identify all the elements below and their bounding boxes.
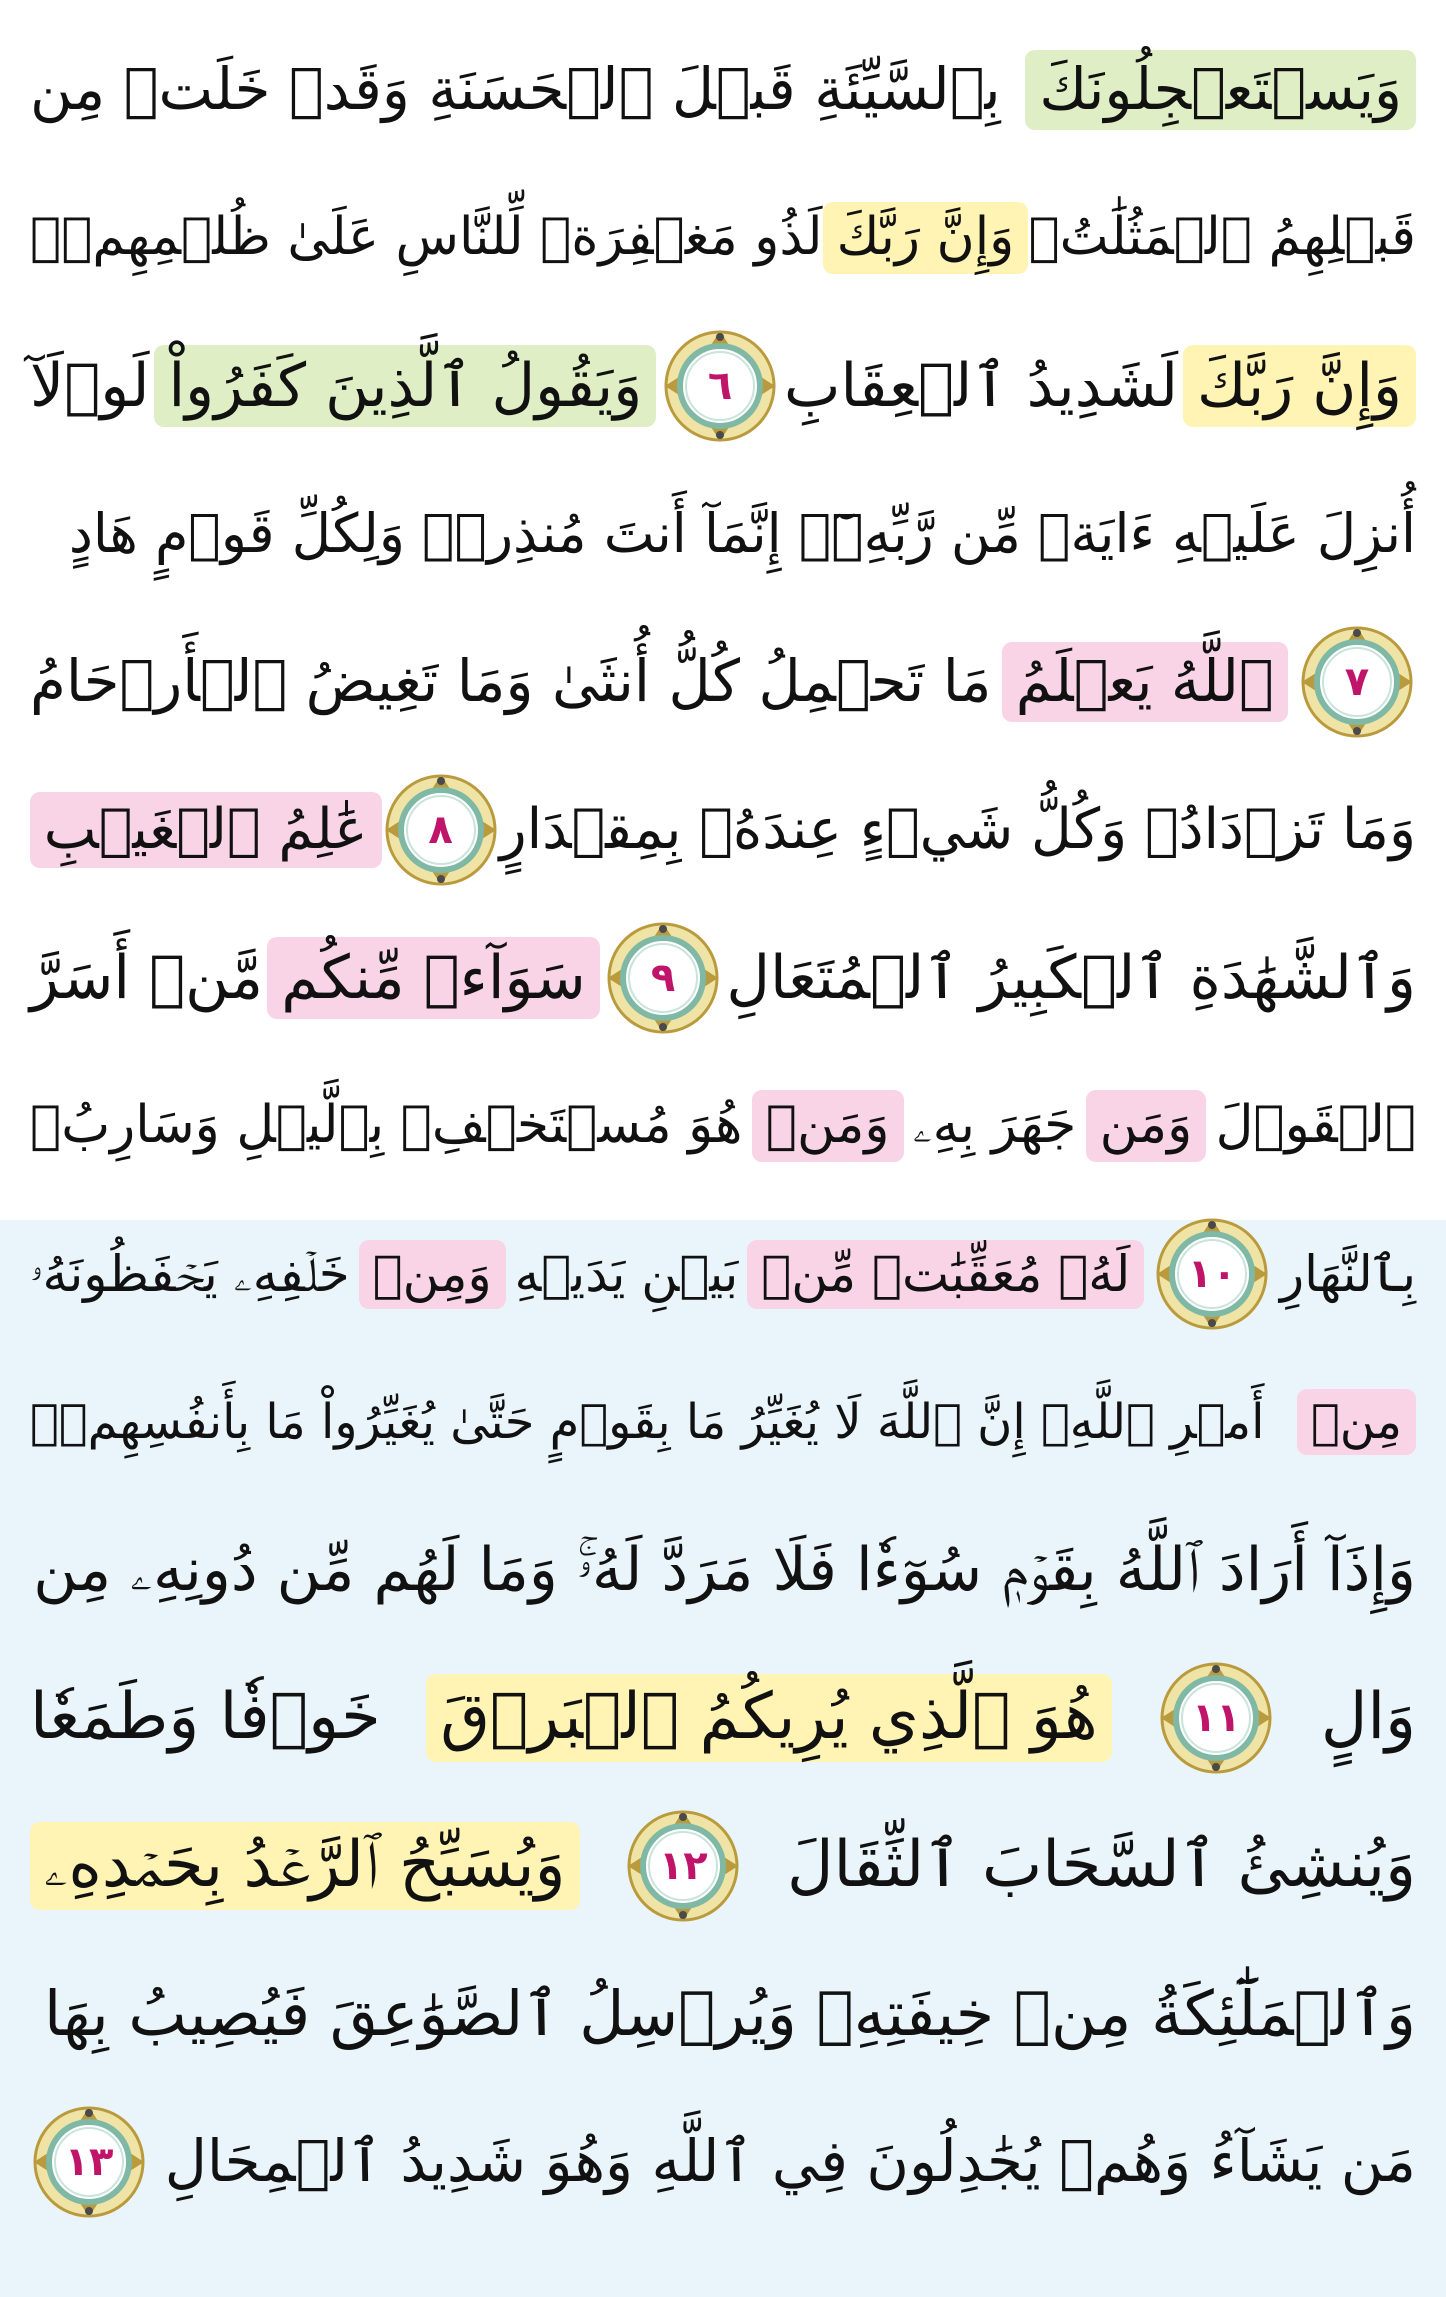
- ayah-end-marker: [1153, 1215, 1271, 1333]
- highlighted-phrase: وَيُسَبِّحُ ٱلرَّعۡدُ بِحَمۡدِهِۦ: [30, 1822, 580, 1909]
- ayah-end-marker: [1298, 623, 1416, 741]
- verse-text: أَمۡرِ ٱللَّهِۗ إِنَّ ٱللَّهَ لَا يُغَيِّرُ مَا بِقَوۡمٍ حَتَّىٰ يُغَيِّرُواْ مَا بِأَنفُسِهِمۡۗ: [30, 1393, 1265, 1450]
- verse-text: قَبۡلِهِمُ ٱلۡمَثُلَٰتُۗ: [1028, 207, 1416, 268]
- verse-line: [30, 612, 1416, 752]
- highlighted-phrase: سَوَآءٞ مِّنكُم: [267, 937, 600, 1019]
- verse-line: [30, 908, 1416, 1048]
- highlighted-phrase: لَهُۥ مُعَقِّبَٰتٞ مِّنۢ: [747, 1240, 1144, 1309]
- verse-line: [30, 1944, 1416, 2084]
- highlighted-phrase: وَمِنۡ: [359, 1240, 506, 1309]
- ayah-end-marker: [30, 2103, 148, 2221]
- highlighted-phrase: وَيَسۡتَعۡجِلُونَكَ: [1025, 50, 1416, 129]
- verse-line: [30, 464, 1416, 604]
- highlighted-phrase: مِنۡ: [1297, 1389, 1416, 1455]
- ayah-end-marker: [624, 1807, 742, 1925]
- ayah-number: ٧: [1344, 659, 1370, 705]
- verse-text: وَمَا تَزۡدَادُۚ وَكُلُّ شَيۡءٍ عِندَهُۥ بِمِقۡدَارٍ: [499, 796, 1416, 862]
- verse-text: مَن يَشَآءُ وَهُمۡ يُجَٰدِلُونَ فِي ٱللَّهِ وَهُوَ شَدِيدُ ٱلۡمِحَالِ: [164, 2127, 1416, 2196]
- verse-line: [30, 1204, 1416, 1344]
- verse-line: [30, 760, 1416, 900]
- ayah-end-marker: [1157, 1659, 1275, 1777]
- verse-text: بِٱلسَّيِّئَةِ قَبۡلَ ٱلۡحَسَنَةِ وَقَدۡ خَلَتۡ مِن: [30, 55, 1001, 124]
- verse-text: خَلۡفِهِۦ يَحۡفَظُونَهُۥ: [30, 1244, 350, 1303]
- highlighted-phrase: وَمَنۡ: [752, 1090, 904, 1162]
- verse-text: ٱلۡقَوۡلَ: [1215, 1095, 1416, 1156]
- ayah-number: ٦: [707, 363, 733, 409]
- verse-line: [30, 1796, 1416, 1936]
- ayah-end-marker: [382, 771, 500, 889]
- ayah-number: ١٣: [64, 2139, 114, 2185]
- verse-text: مَا تَحۡمِلُ كُلُّ أُنثَىٰ وَمَا تَغِيضُ ٱلۡأَرۡحَامُ: [30, 647, 992, 716]
- verse-line: [30, 2092, 1416, 2232]
- verse-text: مَّنۡ أَسَرَّ: [30, 943, 263, 1013]
- verse-line: [30, 20, 1416, 160]
- verse-line: [30, 316, 1416, 456]
- verse-line: [30, 168, 1416, 308]
- verse-text: جَهَرَ بِهِۦ: [912, 1095, 1077, 1156]
- verse-line: [30, 1056, 1416, 1196]
- verse-text: وَإِذَآ أَرَادَ ٱللَّهُ بِقَوۡمٖ سُوٓءٗا فَلَا مَرَدَّ لَهُۥۚ وَمَا لَهُم مِّن دُونِهِۦ مِن: [33, 1535, 1416, 1605]
- verse-text: وَٱلۡمَلَٰٓئِكَةُ مِنۡ خِيفَتِهِۦ وَيُرۡسِلُ ٱلصَّوَٰعِقَ فَيُصِيبُ بِهَا: [44, 1976, 1416, 2050]
- highlighted-phrase: وَإِنَّ رَبَّكَ: [823, 202, 1029, 274]
- verse-text: خَوۡفٗا وَطَمَعٗا: [30, 1680, 381, 1755]
- verse-text: وَٱلشَّهَٰدَةِ ٱلۡكَبِيرُ ٱلۡمُتَعَالِ: [726, 943, 1416, 1013]
- verse-text: أُنزِلَ عَلَيۡهِ ءَايَةٞ مِّن رَّبِّهِۦٓۗ إِنَّمَآ أَنتَ مُنذِرٞۖ وَلِكُلِّ قَوۡمٍ هَادٍ: [68, 501, 1416, 565]
- highlighted-phrase: هُوَ ٱلَّذِي يُرِيكُمُ ٱلۡبَرۡقَ: [426, 1674, 1111, 1761]
- verse-line: [30, 1648, 1416, 1788]
- highlighted-phrase: وَمَن: [1086, 1090, 1207, 1162]
- verse-text: وَيُنشِئُ ٱلسَّحَابَ ٱلثِّقَالَ: [787, 1828, 1416, 1903]
- ayah-end-marker: [604, 919, 722, 1037]
- verse-text: بِٱلنَّهَارِ: [1280, 1244, 1416, 1303]
- highlighted-phrase: وَإِنَّ رَبَّكَ: [1183, 345, 1416, 427]
- verse-line: [30, 1500, 1416, 1640]
- ayah-number: ٨: [428, 807, 453, 853]
- highlighted-phrase: ٱللَّهُ يَعۡلَمُ: [1002, 642, 1288, 721]
- ayah-number: ٩: [650, 955, 676, 1001]
- highlighted-phrase: وَيَقُولُ ٱلَّذِينَ كَفَرُواْ: [154, 345, 656, 427]
- ayah-number: ١١: [1191, 1695, 1241, 1741]
- verse-line: [30, 1352, 1416, 1492]
- verse-text: بَيۡنِ يَدَيۡهِ: [514, 1244, 739, 1303]
- verse-text: هُوَ مُسۡتَخۡفِۭ بِٱلَّيۡلِ وَسَارِبُۢ: [30, 1095, 743, 1156]
- ayah-number: ١٠: [1187, 1251, 1237, 1297]
- verse-text: وَالٍ: [1320, 1680, 1416, 1755]
- verse-text: لَذُو مَغۡفِرَةٖ لِّلنَّاسِ عَلَىٰ ظُلۡمِهِمۡۖ: [30, 207, 823, 268]
- ayah-end-marker: [661, 327, 779, 445]
- ayah-number: ١٢: [658, 1843, 708, 1889]
- verse-text: لَشَدِيدُ ٱلۡعِقَابِ: [783, 351, 1179, 421]
- verse-text: لَوۡلَآ: [30, 351, 150, 421]
- highlighted-phrase: عَٰلِمُ ٱلۡغَيۡبِ: [30, 792, 382, 869]
